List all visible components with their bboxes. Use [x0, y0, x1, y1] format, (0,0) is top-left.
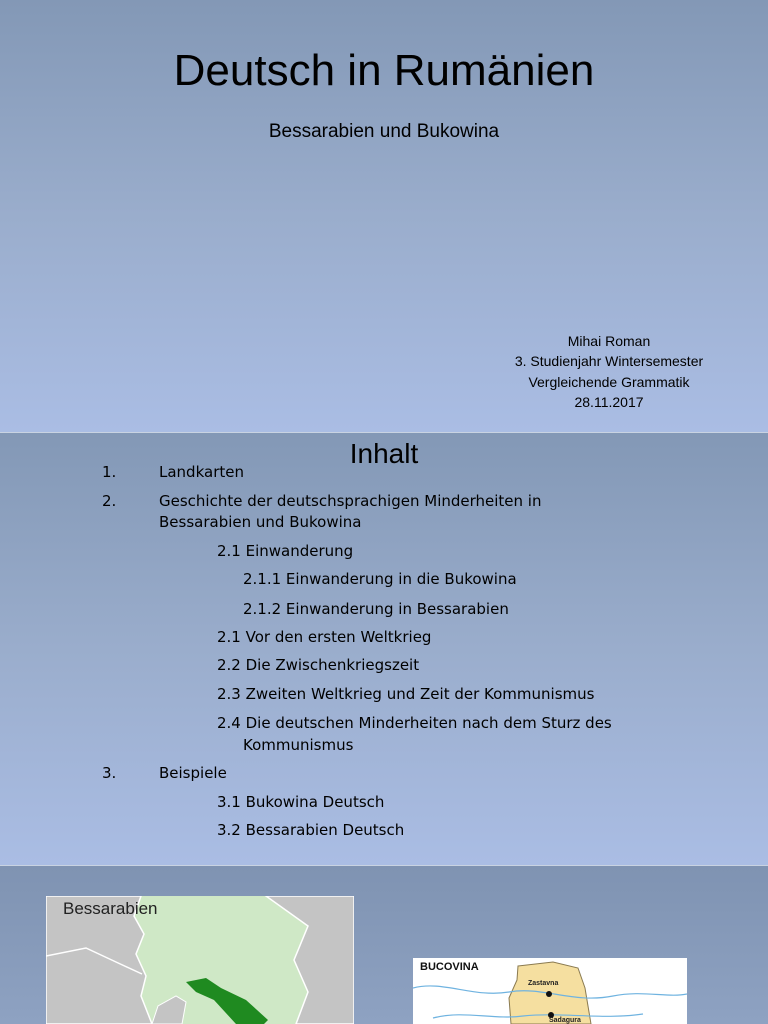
toc-number: 1.: [102, 463, 117, 481]
slide-subtitle: Bessarabien und Bukowina: [268, 121, 500, 142]
toc-subitem: 2.2 Die Zwischenkriegszeit: [217, 656, 420, 674]
toc-item: Beispiele: [159, 764, 227, 782]
toc-subitem: 2.1 Vor den ersten Weltkrieg: [217, 628, 432, 646]
presentation-date: 28.11.2017: [574, 393, 644, 410]
author-info: [499, 331, 719, 412]
toc-subitem: 3.2 Bessarabien Deutsch: [217, 821, 405, 839]
bessarabia-map: [46, 896, 354, 1024]
contents-title: Inhalt: [349, 438, 419, 469]
bucovina-map: [413, 958, 687, 1024]
bessarabia-map-label: Bessarabien: [63, 899, 158, 918]
toc-subitem: 2.1.1 Einwanderung in die Bukowina: [243, 570, 517, 588]
author-name: Mihai Roman: [567, 333, 651, 349]
study-year: 3. Studienjahr Wintersemester: [514, 353, 704, 370]
slide-title: Deutsch in Rumänien: [173, 46, 595, 95]
toc-number: 3.: [102, 764, 117, 782]
toc-number: 2.: [102, 492, 117, 510]
town-label: Zastavna: [528, 980, 559, 987]
course-name: Vergleichende Grammatik: [528, 373, 690, 390]
town-label: Sadagura: [549, 1017, 581, 1024]
toc-subitem: 2.1 Einwanderung: [217, 542, 354, 560]
toc-subitem: 2.1.2 Einwanderung in Bessarabien: [243, 600, 509, 618]
toc-subitem: 3.1 Bukowina Deutsch: [217, 793, 385, 811]
bucovina-map-label: BUCOVINA: [420, 961, 479, 973]
toc-item: Landkarten: [159, 463, 244, 481]
toc-subitem: 2.3 Zweiten Weltkrieg und Zeit der Kommunismus: [217, 685, 595, 703]
toc-subitem-continued: Kommunismus: [243, 736, 354, 754]
toc-item-continued: Bessarabien und Bukowina: [159, 513, 362, 531]
toc-subitem: 2.4 Die deutschen Minderheiten nach dem Sturz des: [217, 714, 612, 732]
toc-item: Geschichte der deutschsprachigen Minderheiten in: [159, 492, 542, 510]
